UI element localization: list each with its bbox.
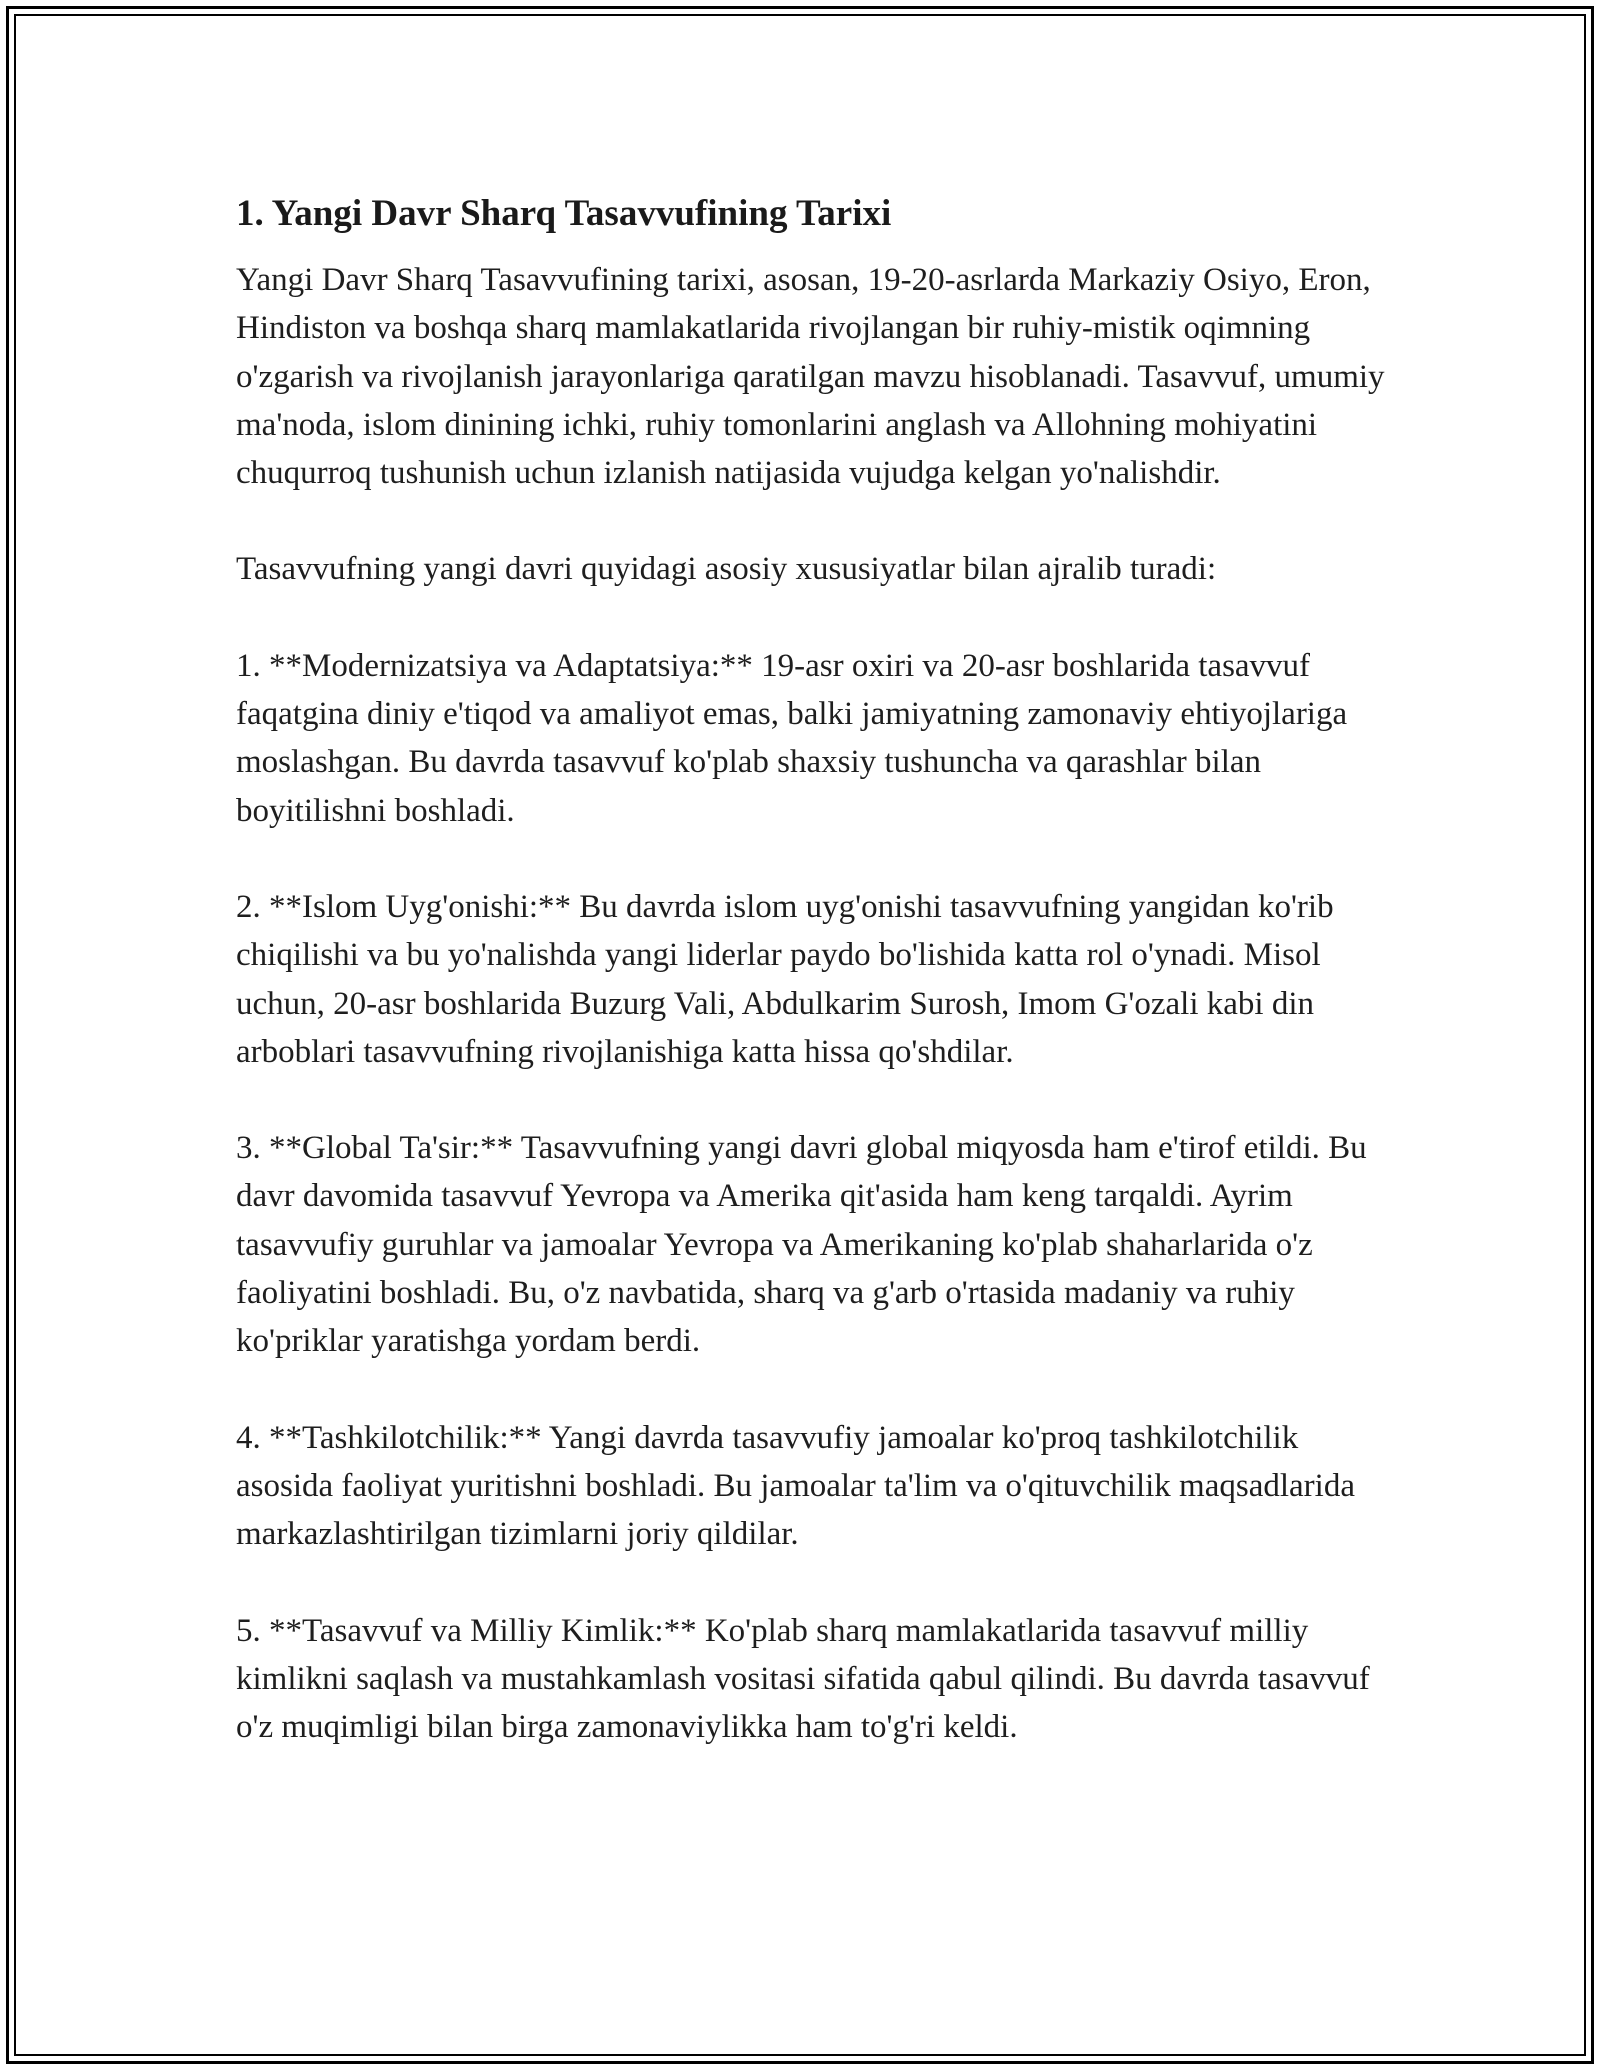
- feature-islamic-revival-paragraph: 2. **Islom Uyg'onishi:** Bu davrda islom uyg'onishi tasavvufning yangidan ko'rib chiqilishi va bu yo'nalishda yangi liderlar paydo bo'lishida katta rol o'ynadi. Misol uchun, 20-asr boshlarida Buzurg Vali, Abdulkarim Surosh, Imom G'ozali kabi din arboblari tasavvufning rivojlanishiga katta hissa qo'shdilar.: [236, 888, 1334, 1070]
- document-body: [236, 186, 1396, 1799]
- intro-paragraph: Yangi Davr Sharq Tasavvufining tarixi, asosan, 19-20-asrlarda Markaziy Osiyo, Eron, Hindiston va boshqa sharq mamlakatlarida rivojlangan bir ruhiy-mistik oqimning o'zgarish va rivojlanish jarayonlariga qaratilgan mavzu hisoblanadi. Tasavvuf, umumiy ma'noda, islom dinining ichki, ruhiy tomonlarini anglash va Allohning mohiyatini chuqurroq tushunish uchun izlanish natijasida vujudga kelgan yo'nalishdir.: [236, 262, 1385, 492]
- features-lead-paragraph: Tasavvufning yangi davri quyidagi asosiy xususiyatlar bilan ajralib turadi:: [236, 551, 1217, 588]
- feature-global-influence-paragraph: 3. **Global Ta'sir:** Tasavvufning yangi davri global miqyosda ham e'tirof etildi. Bu davr davomida tasavvuf Yevropa va Amerika qit'asida ham keng tarqaldi. Ayrim tasavvufiy guruhlar va jamoalar Yevropa va Amerikaning ko'plab shaharlarida o'z faoliyatini boshladi. Bu, o'z navbatida, sharq va g'arb o'rtasida madaniy va ruhiy ko'priklar yaratishga yordam berdi.: [236, 1130, 1367, 1360]
- feature-national-identity-paragraph: 5. **Tasavvuf va Milliy Kimlik:** Ko'plab sharq mamlakatlarida tasavvuf milliy kimlikni saqlash va mustahkamlash vositasi sifatida qabul qilindi. Bu davrda tasavvuf o'z muqimligi bilan birga zamonaviylikka ham to'g'ri keldi.: [236, 1612, 1370, 1746]
- document-title: 1. Yangi Davr Sharq Tasavvufining Tarixi: [236, 193, 892, 234]
- feature-organization-paragraph: 4. **Tashkilotchilik:** Yangi davrda tasavvufiy jamoalar ko'proq tashkilotchilik asosida faoliyat yuritishni boshladi. Bu jamoalar ta'lim va o'qituvchilik maqsadlarida markazlashtirilgan tizimlarni joriy qildilar.: [236, 1419, 1355, 1553]
- feature-modernization-paragraph: 1. **Modernizatsiya va Adaptatsiya:** 19-asr oxiri va 20-asr boshlarida tasavvuf faqatgina diniy e'tiqod va amaliyot emas, balki jamiyatning zamonaviy ehtiyojlariga moslashgan. Bu davrda tasavvuf ko'plab shaxsiy tushuncha va qarashlar bilan boyitilishni boshladi.: [236, 647, 1348, 829]
